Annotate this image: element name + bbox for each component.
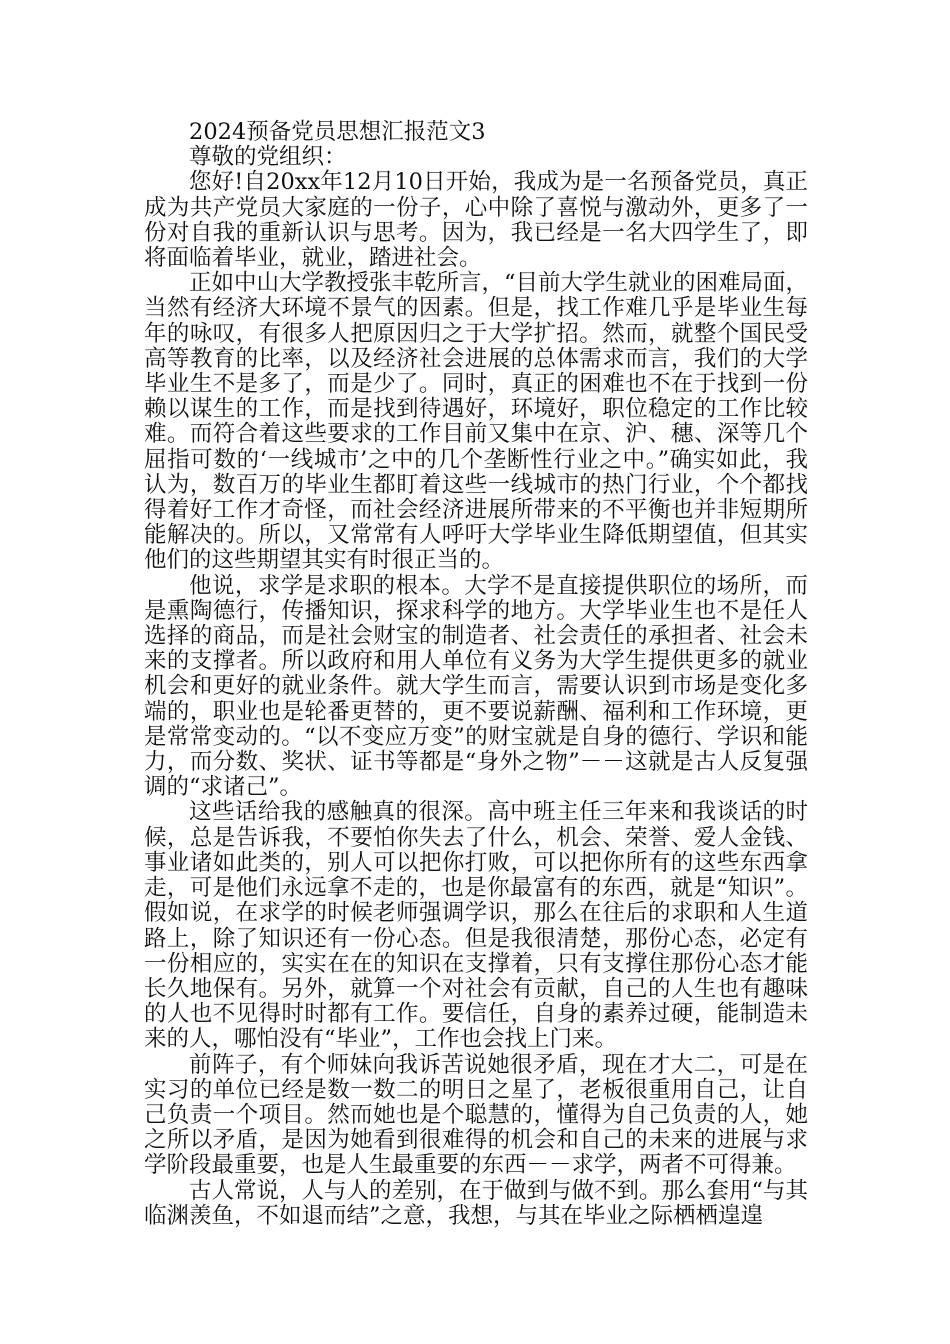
paragraph-1: 您好!自20xx年12月10日开始，我成为是一名预备党员，真正成为共产党员大家庭的一份子，心中除了喜悦与激动外，更多了一份对自我的重新认识与思考。因为，我已经是一名大四学生了，即将面临着毕业，就业，踏进社会。: [144, 169, 808, 272]
paragraph-2: 正如中山大学教授张丰乾所言，“目前大学生就业的困难局面，当然有经济大环境不景气的因素。但是，找工作难几乎是毕业生每年的咏叹，有很多人把原因归之于大学扩招。然而，就整个国民受高等教育的比率，以及经济社会进展的总体需求而言，我们的大学毕业生不是多了，而是少了。同时，真正的困难也不在于找到一份赖以谋生的工作，而是找到待遇好，环境好，职位稳定的工作比较难。而符合着这些要求的工作目前又集中在京、沪、穗、深等几个屈指可数的‘一线城市’之中的几个垄断性行业之中。”确实如此，我认为，数百万的毕业生都盯着这些一线城市的热门行业，个个都找得着好工作才奇怪，而社会经济进展所带来的不平衡也并非短期所能解决的。所以，又常常有人呼吁大学毕业生降低期望值，但其实他们的这些期望其实有时很正当的。: [144, 270, 809, 574]
salutation: 尊敬的党组织：: [189, 144, 347, 171]
document-body: [144, 120, 808, 1229]
paragraph-6: 古人常说，人与人的差别，在于做到与做不到。那么套用“与其临渊羡鱼，不如退而结”之意，我想，与其在毕业之际栖栖遑遑: [144, 1177, 809, 1229]
paragraph-5: 前阵子，有个师妹向我诉苦说她很矛盾，现在才大二，可是在实习的单位已经是数一数二的明日之星了，老板很重用自己，让自己负责一个项目。然而她也是个聪慧的，懂得为自己负责的人，她之所以矛盾，是因为她看到很难得的机会和自己的未来的进展与求学阶段最重要，也是人生最重要的东西－－求学，两者不可得兼。: [144, 1051, 808, 1179]
paragraph-4: 这些话给我的感触真的很深。高中班主任三年来和我谈话的时候，总是告诉我，不要怕你失去了什么，机会、荣誉、爱人金钱、事业诸如此类的，别人可以把你打败，可以把你所有的这些东西拿走，可是他们永远拿不走的，也是你最富有的东西，就是“知识”。假如说，在求学的时候老师强调学识，那么在往后的求职和人生道路上，除了知识还有一份心态。但是我很清楚，那份心态，必定有一份相应的，实实在在的知识在支撑着，只有支撑住那份心态才能长久地保有。另外，就算一个对社会有贡献，自己的人生也有趣味的人也不见得时时都有工作。要信任，自身的素养过硬，能制造未来的人，哪怕没有“毕业”，工作也会找上门来。: [144, 799, 808, 1053]
paragraph-3: 他说，求学是求职的根本。大学不是直接提供职位的场所，而是熏陶德行，传播知识，探求科学的地方。大学毕业生也不是任人选择的商品，而是社会财宝的制造者、社会责任的承担者、社会未来的支撑者。所以政府和用人单位有义务为大学生提供更多的就业机会和更好的就业条件。就大学生而言，需要认识到市场是变化多端的，职业也是轮番更替的，更不要说薪酬、福利和工作环境，更是常常变动的。“以不变应万变”的财宝就是自身的德行、学识和能力，而分数、奖状、证书等都是“身外之物”－－这就是古人反复强调的“求诸己”。: [144, 572, 808, 801]
document-title: 2024预备党员思想汇报范文3: [189, 119, 486, 145]
